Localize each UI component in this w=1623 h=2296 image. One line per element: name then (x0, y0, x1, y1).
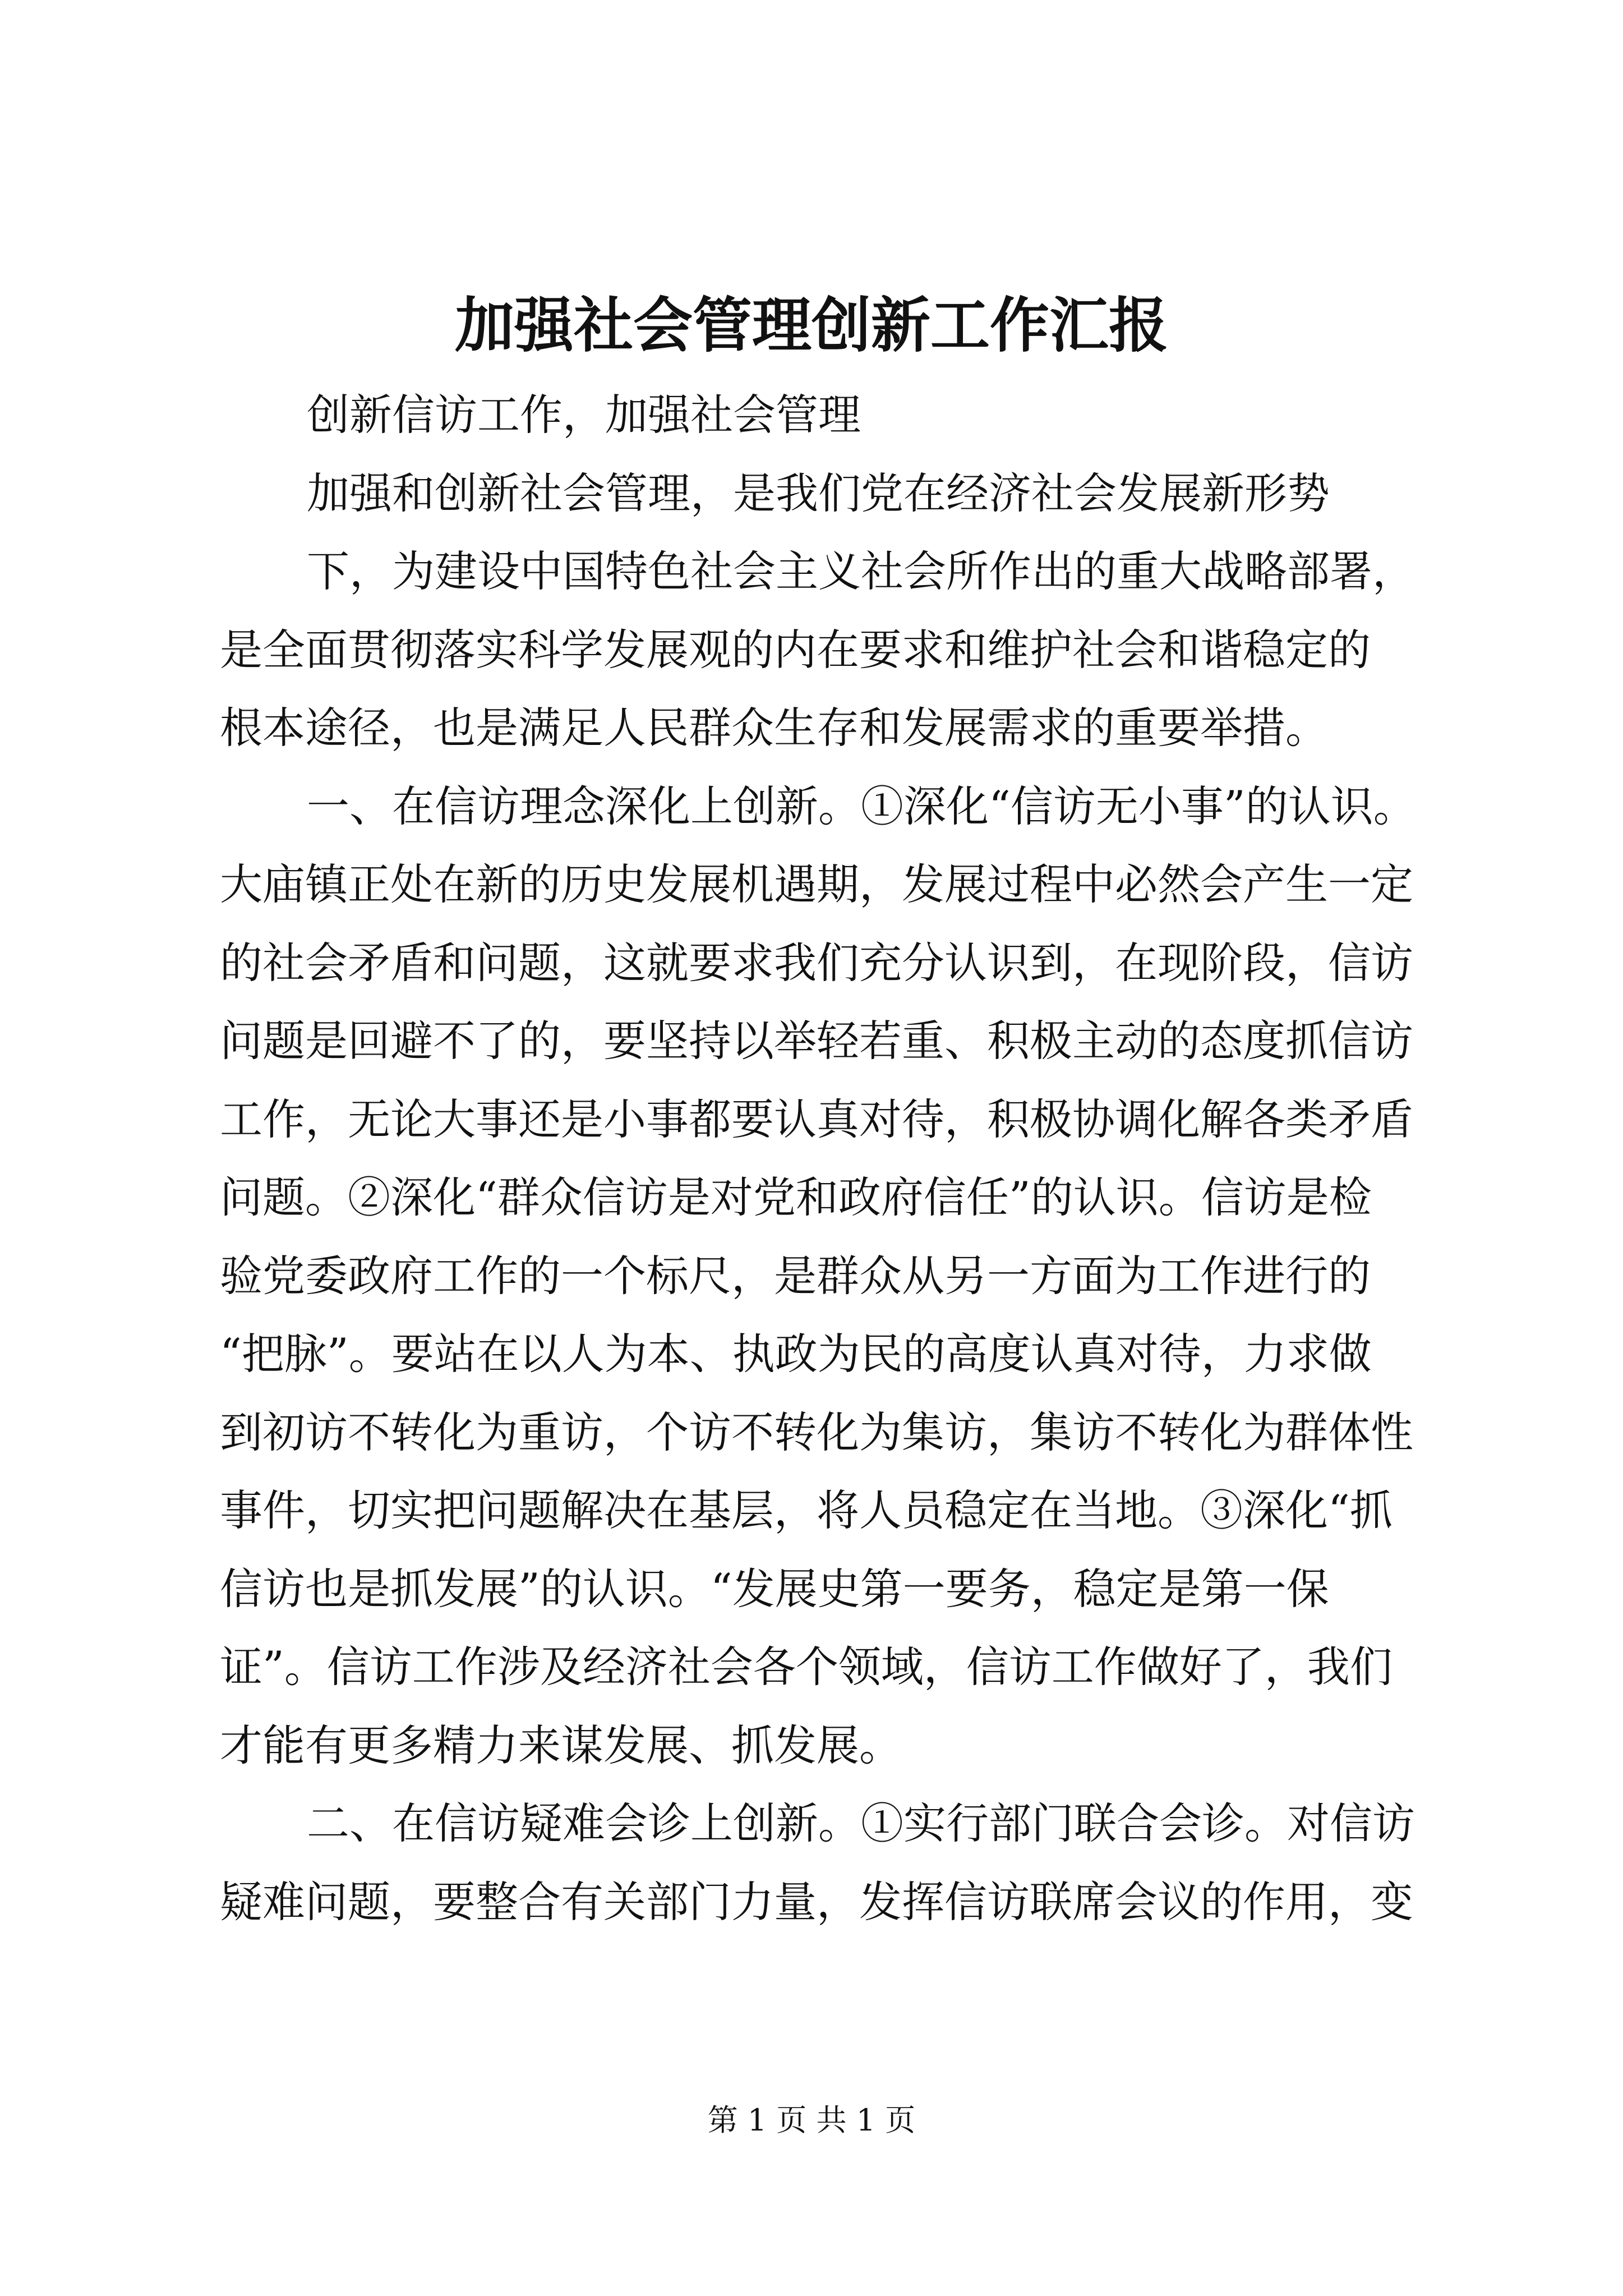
text-line: 信访也是抓发展”的认识。“发展史第一要务，稳定是第一保 (220, 1563, 1329, 1614)
text-line: 证”。信访工作涉及经济社会各个领域，信访工作做好了，我们 (220, 1642, 1393, 1692)
text-line: 才能有更多精力来谋发展、抓发展。 (220, 1720, 902, 1770)
text-line: 问题。②深化“群众信访是对党和政府信任”的认识。信访是检 (220, 1172, 1372, 1222)
text-line: 问题是回避不了的，要坚持以举轻若重、积极主动的态度抓信访 (220, 1016, 1413, 1066)
text-line: 根本途径，也是满足人民群众生存和发展需求的重要举措。 (220, 703, 1328, 753)
text-line: 工作，无论大事还是小事都要认真对待，积极协调化解各类矛盾 (220, 1094, 1413, 1144)
text-line: 加强和创新社会管理，是我们党在经济社会发展新形势 (307, 468, 1330, 518)
text-line: 下，为建设中国特色社会主义社会所作出的重大战略部署， (307, 546, 1415, 596)
text-line: 创新信访工作，加强社会管理 (307, 390, 861, 440)
document-title: 加强社会管理创新工作汇报 (455, 290, 1168, 360)
text-line: 事件，切实把问题解决在基层，将人员稳定在当地。③深化“抓 (220, 1485, 1393, 1535)
text-line: 疑难问题，要整合有关部门力量，发挥信访联席会议的作用，变 (220, 1876, 1413, 1927)
text-line: “把脉”。要站在以人为本、执政为民的高度认真对待，力求做 (220, 1329, 1372, 1379)
document-body (220, 376, 1420, 1941)
text-line: 大庙镇正处在新的历史发展机遇期，发展过程中必然会产生一定 (220, 859, 1413, 909)
text-line: 到初访不转化为重访，个访不转化为集访，集访不转化为群体性 (220, 1407, 1413, 1457)
text-line: 一、在信访理念深化上创新。①深化“信访无小事”的认识。 (307, 781, 1416, 831)
text-line: 验党委政府工作的一个标尺，是群众从另一方面为工作进行的 (220, 1250, 1371, 1301)
page-footer: 第 1 页 共 1 页 (707, 2102, 916, 2138)
text-line: 二、在信访疑难会诊上创新。①实行部门联合会诊。对信访 (307, 1798, 1415, 1848)
text-line: 的社会矛盾和问题，这就要求我们充分认识到，在现阶段，信访 (220, 937, 1413, 988)
text-line: 是全面贯彻落实科学发展观的内在要求和维护社会和谐稳定的 (220, 624, 1371, 675)
